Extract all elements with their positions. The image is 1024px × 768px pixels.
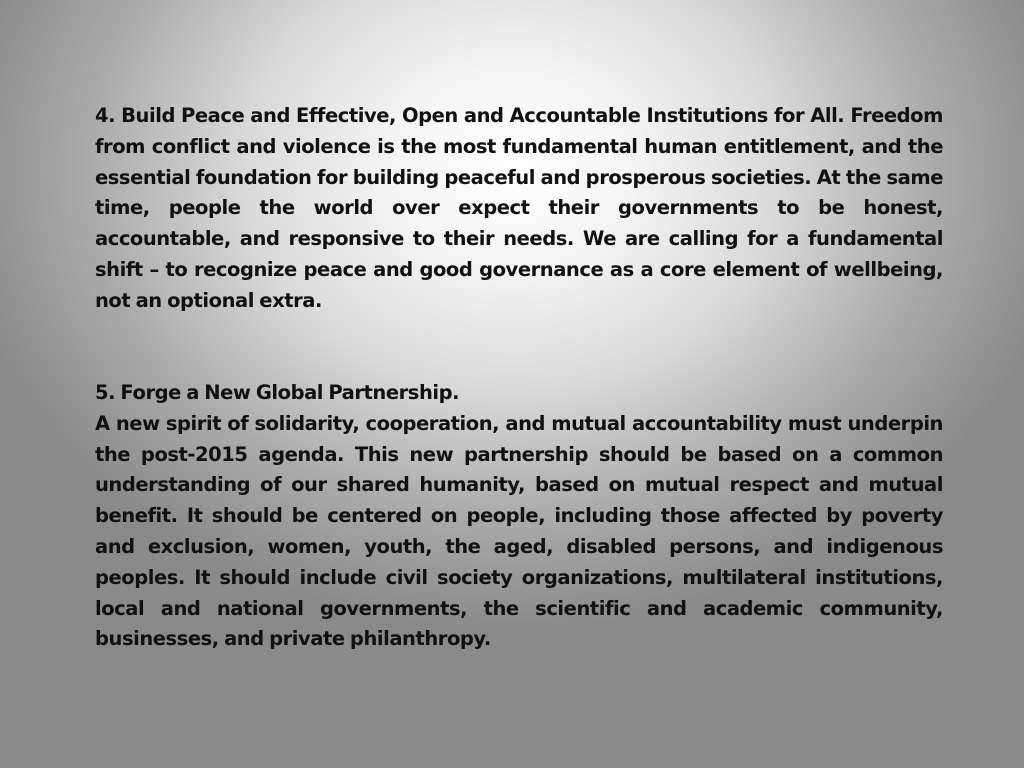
section-5-text: A new spirit of solidarity, cooperation, and mutual accountability must underpin the post-2015 agenda. This new partnership should be based on a common understanding of our shared humanity, based on mutual respect and mutual benefit. It should be centered on people, including those affected by poverty and exclusion, women, youth, the aged, disabled persons, and indigenous peoples. It should include civil society organizations, multilateral institutions, local and national governments, the scientific and academic community, businesses, and private philanthropy. — [95, 411, 943, 651]
section-5-paragraph — [95, 378, 943, 655]
section-4-text: 4. Build Peace and Effective, Open and Accountable Institutions for All. Freedom from conflict and violence is the most fundamental human entitlement, and the essential foundation for building peaceful and prosperous societies. At the same time, people the world over expect their governments to be honest, accountable, and responsive to their needs. We are calling for a fundamental shift – to recognize peace and good governance as a core element of wellbeing, not an optional extra. — [95, 104, 943, 312]
section-4-paragraph — [95, 101, 943, 317]
section-5-heading: 5. Forge a New Global Partnership. — [95, 381, 460, 404]
